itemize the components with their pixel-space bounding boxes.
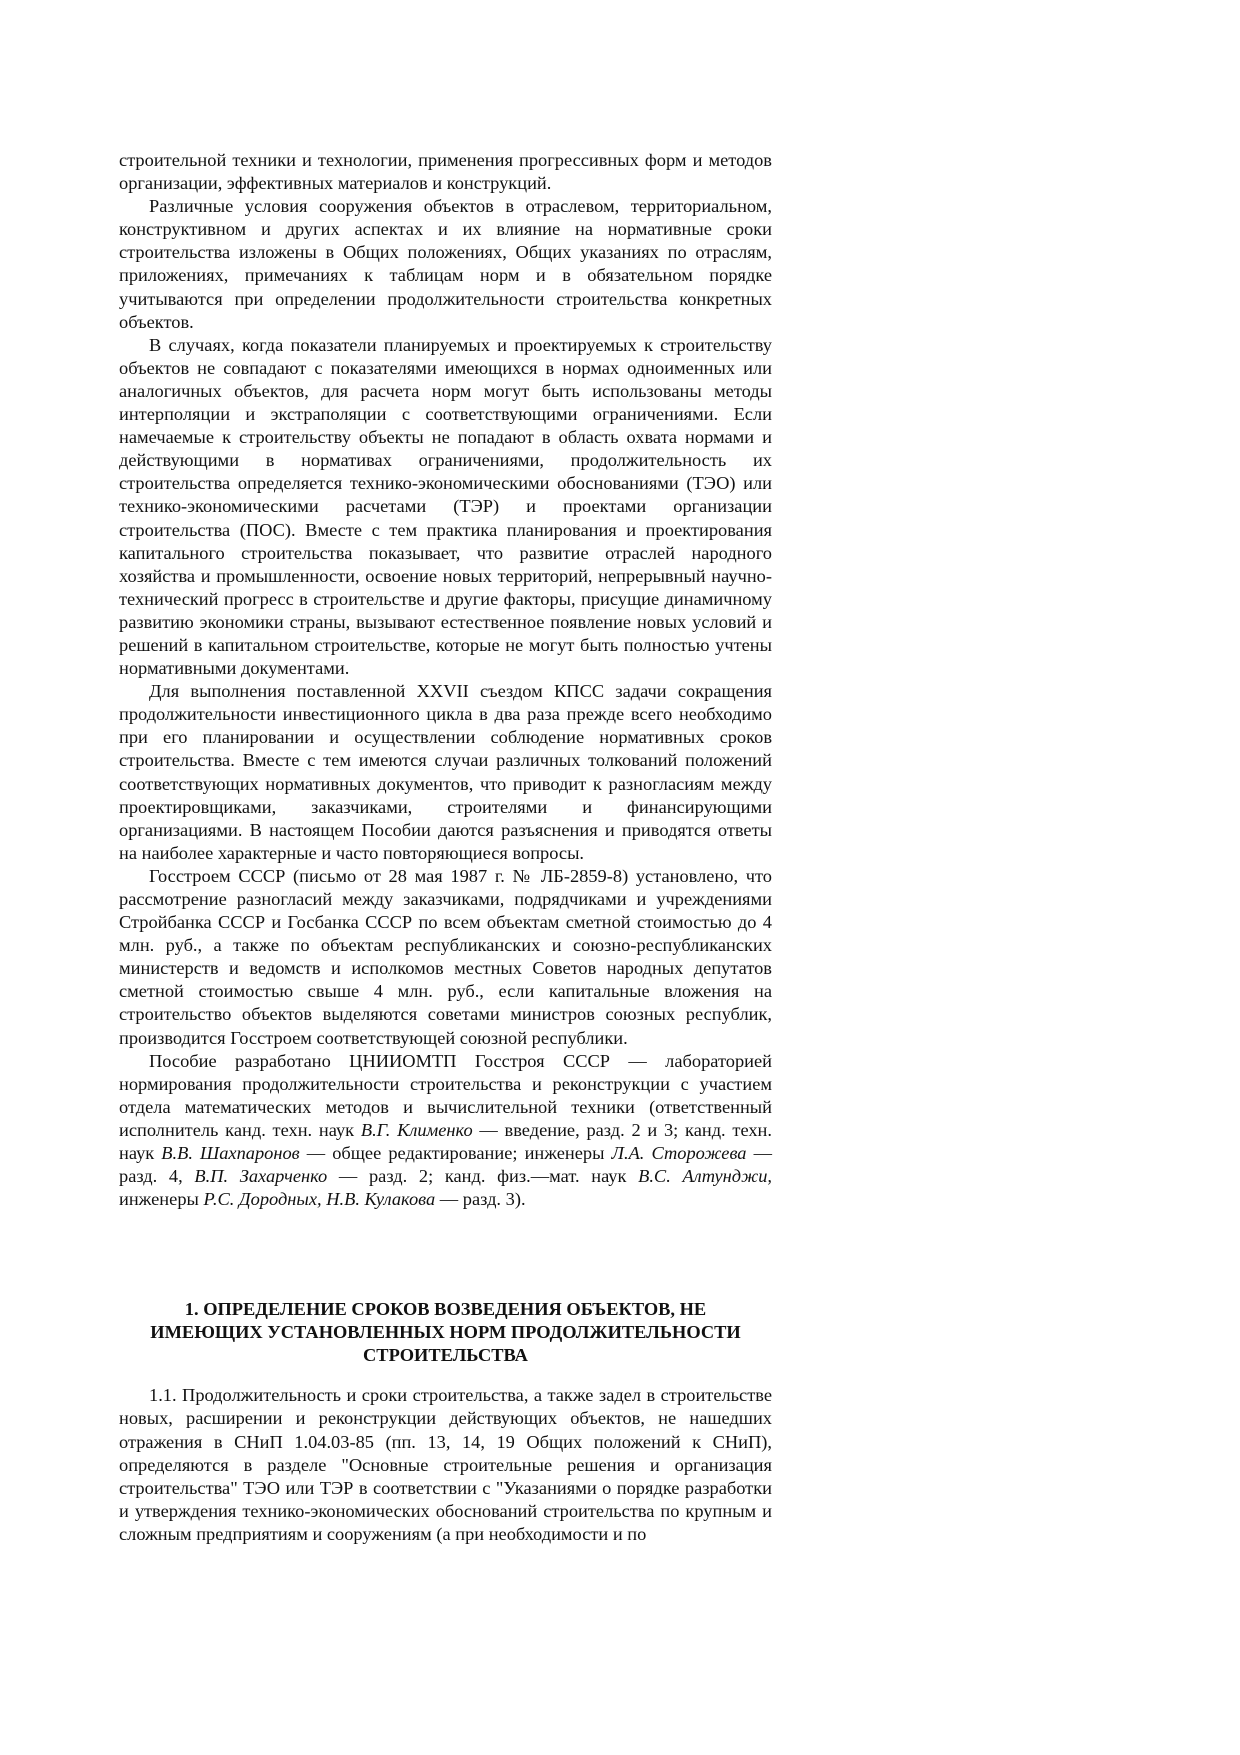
- text-segment: — общее редактирование; инженеры: [299, 1143, 612, 1164]
- text-segment: Пособие разработано ЦНИИОМТП Госстроя СССР — лабораторией нормирования продолжительности строительства и реконструкции с участием отдела математических методов и вычислительной техники (ответственный исполнитель канд. техн. наук: [119, 1050, 772, 1140]
- author-name: В.Г. Клименко: [360, 1119, 473, 1140]
- intro-paragraph-2: Различные условия сооружения объектов в отраслевом, территориальном, конструктивном и других аспектах и их влияние на нормативные сроки строительства изложены в Общих положениях, Общих указаниях по отраслям, приложениях, примечаниях к таблицам норм и в обязательном порядке учитываются при определении продолжительности строительства конкретных объектов.: [119, 196, 772, 332]
- text-segment: — разд. 2; канд. физ.—мат. наук: [327, 1166, 639, 1187]
- section-heading: 1. ОПРЕДЕЛЕНИЕ СРОКОВ ВОЗВЕДЕНИЯ ОБЪЕКТОВ, НЕ ИМЕЮЩИХ УСТАНОВЛЕННЫХ НОРМ ПРОДОЛЖИТЕЛЬНОСТИ СТРОИТЕЛЬСТВА: [150, 1299, 741, 1366]
- text-segment: — разд. 3).: [435, 1189, 526, 1210]
- document-page: [119, 149, 772, 1546]
- section-body: [119, 1384, 772, 1546]
- author-name: Л.А. Сторожева: [611, 1143, 747, 1164]
- author-name: Р.С. Дородных, Н.В. Кулакова: [203, 1189, 436, 1210]
- text-segment: — разд. 4,: [119, 1143, 772, 1187]
- text-segment: — введение, разд. 2 и 3; канд. техн. наук: [119, 1119, 772, 1164]
- intro-paragraph-6-authors: [119, 1050, 772, 1212]
- text-segment: инженеры: [119, 1189, 204, 1210]
- author-name: В.С. Алтунджи,: [638, 1166, 773, 1187]
- intro-paragraph-1: строительной техники и технологии, применения прогрессивных форм и методов организации, эффективных материалов и конструкций.: [119, 150, 772, 194]
- intro-paragraph-3: В случаях, когда показатели планируемых и проектируемых к строительству объектов не совпадают с показателями имеющихся в нормах одноименных или аналогичных объектов, для расчета норм могут быть использованы методы интерполяции и экстраполяции с соответствующими ограничениями. Если намечаемые к строительству объекты не попадают в область охвата нормами и действующими в нормативах ограничениями, продолжительность их строительства определяется технико-экономическими обоснованиями (ТЭО) или технико-экономическими расчетами (ТЭР) и проектами организации строительства (ПОС). Вместе с тем практика планирования и проектирования капитального строительства показывает, что развитие отраслей народного хозяйства и промышленности, освоение новых территорий, непрерывный научно-технический прогресс в строительстве и другие факторы, присущие динамичному развитию экономики страны, вызывают естественное появление новых условий и решений в капитальном строительстве, которые не могут быть полностью учтены нормативными документами.: [119, 334, 772, 679]
- intro-paragraph-4: Для выполнения поставленной XXVII съездом КПСС задачи сокращения продолжительности инвестиционного цикла в два раза прежде всего необходимо при его планировании и осуществлении соблюдение нормативных сроков строительства. Вместе с тем имеются случаи различных толкований положений соответствующих нормативных документов, что приводит к разногласиям между проектировщиками, заказчиками, строителями и финансирующими организациями. В настоящем Пособии даются разъяснения и приводятся ответы на наиболее характерные и часто повторяющиеся вопросы.: [119, 681, 772, 863]
- author-name: В.В. Шахпаронов: [161, 1143, 300, 1164]
- section-paragraph-1-1: 1.1. Продолжительность и сроки строительства, а также задел в строительстве новых, расширении и реконструкции действующих объектов, не нашедших отражения в СНиП 1.04.03-85 (пп. 13, 14, 19 Общих положений к СНиП), определяются в разделе "Основные строительные решения и организация строительства" ТЭО или ТЭР в соответствии с "Указаниями о порядке разработки и утверждения технико-экономических обоснований строительства по крупным и сложным предприятиям и сооружениям (а при необходимости и по: [119, 1385, 772, 1544]
- author-name: В.П. Захарченко: [194, 1166, 328, 1187]
- intro-paragraph-5: Госстроем СССР (письмо от 28 мая 1987 г. № ЛБ-2859-8) установлено, что рассмотрение разногласий между заказчиками, подрядчиками и учреждениями Стройбанка СССР и Госбанка СССР по всем объектам сметной стоимостью до 4 млн. руб., а также по объектам республиканских и союзно-республиканских министерств и ведомств и исполкомов местных Советов народных депутатов сметной стоимостью свыше 4 млн. руб., если капитальные вложения на строительство объектов выделяются советами министров союзных республик, производится Госстроем соответствующей союзной республики.: [119, 865, 772, 1048]
